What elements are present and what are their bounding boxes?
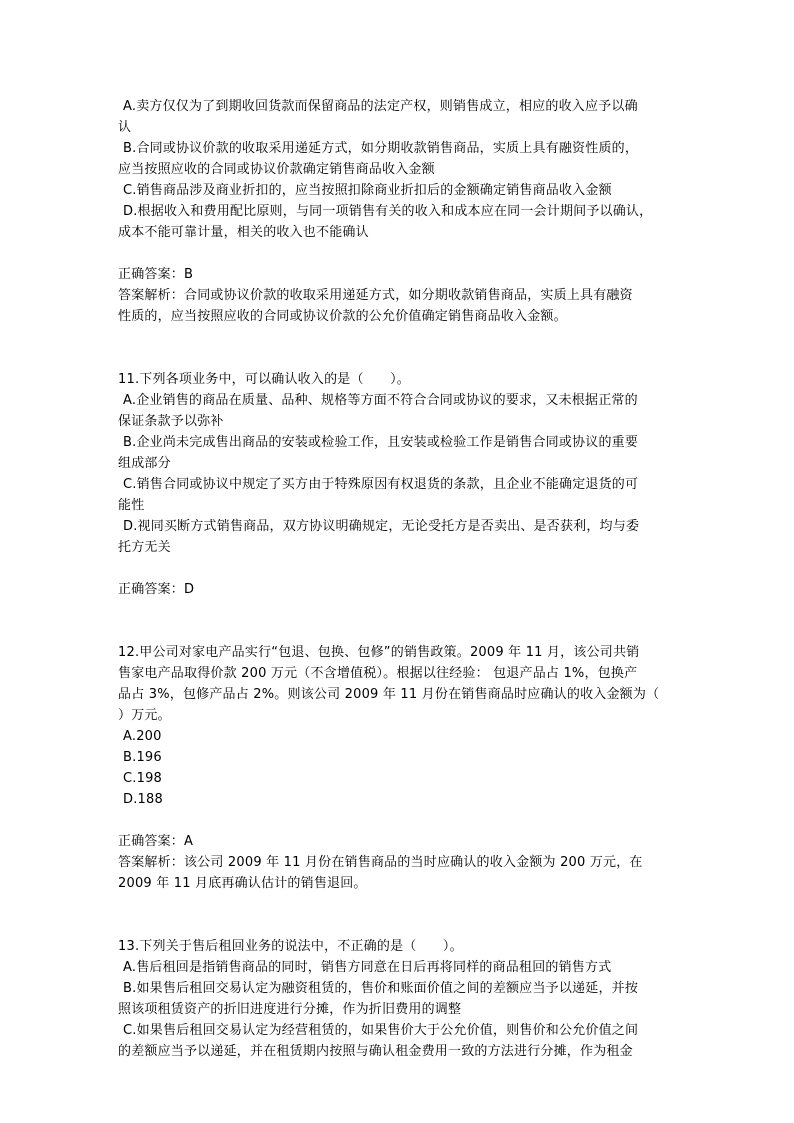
- q11-answer: 正确答案：D: [118, 582, 195, 597]
- q12-analysis-line-2: 2009 年 11 月底再确认估计的销售退回。: [118, 876, 367, 891]
- q13-option-b-line-1: B.如果售后租回交易认定为融资租赁的，售价和账面价值之间的差额应当予以递延，并按: [123, 981, 639, 996]
- q12-stem-line-1: 12.甲公司对家电产品实行“包退、包换、包修”的销售政策。2009 年 11 月，该公司共销: [118, 645, 640, 660]
- q12-option-b: B.196: [123, 750, 162, 765]
- q13-option-c-line-1: C.如果售后租回交易认定为经营租赁的，如果售价大于公允价值，则售价和公允价值之间: [123, 1023, 639, 1038]
- question-12: [118, 642, 678, 894]
- question-13: [118, 936, 678, 1062]
- q11-option-d-line-2: 托方无关: [118, 540, 171, 555]
- spacer: [118, 327, 678, 348]
- q10-option-c-line-1: C.销售商品涉及商业折扣的，应当按照扣除商业折扣后的金额确定销售商品收入金额: [123, 183, 612, 198]
- q12-answer: 正确答案：A: [118, 834, 194, 849]
- q12-option-c: C.198: [123, 771, 163, 786]
- q10-option-a-line-1: A.卖方仅仅为了到期收回货款而保留商品的法定产权，则销售成立，相应的收入应予以确: [123, 99, 638, 114]
- q11-option-d-line-1: D.视同买断方式销售商品，双方协议明确规定，无论受托方是否卖出、是否获利，均与委: [123, 519, 640, 534]
- q10-option-b-line-2: 应当按照应收的合同或协议价款确定销售商品收入金额: [118, 162, 435, 177]
- spacer: [118, 558, 678, 579]
- q11-option-b-line-2: 组成部分: [118, 456, 171, 471]
- spacer: [118, 243, 678, 264]
- spacer: [118, 621, 678, 642]
- spacer: [118, 915, 678, 936]
- spacer: [118, 810, 678, 831]
- q12-stem-line-3: 品占 3%，包修产品占 2%。则该公司 2009 年 11 月份在销售商品时应确认的收入金额为（: [118, 687, 660, 702]
- q10-analysis-line-2: 性质的，应当按照应收的合同或协议价款的公允价值确定销售商品收入金额。: [118, 309, 567, 324]
- q13-stem-line-1: 13.下列关于售后租回业务的说法中，不正确的是（ ）。: [118, 939, 463, 954]
- q13-option-a-line-1: A.售后租回是指销售商品的同时，销售方同意在日后再将同样的商品租回的销售方式: [123, 960, 612, 975]
- q10-option-b-line-1: B.合同或协议价款的收取采用递延方式，如分期收款销售商品，实质上具有融资性质的，: [123, 141, 639, 156]
- question-11: [118, 369, 678, 600]
- q11-option-b-line-1: B.企业尚未完成售出商品的安装或检验工作，且安装或检验工作是销售合同或协议的重要: [123, 435, 639, 450]
- q11-option-a-line-1: A.企业销售的商品在质量、品种、规格等方面不符合合同或协议的要求，又未根据正常的: [123, 393, 638, 408]
- q10-option-a-line-2: 认: [118, 120, 132, 135]
- q12-stem-line-4: ）万元。: [118, 708, 171, 723]
- q12-analysis-line-1: 答案解析：该公司 2009 年 11 月份在销售商品的当时应确认的收入金额为 200 万元，在: [118, 855, 643, 870]
- q12-option-a: A.200: [123, 729, 162, 744]
- document-content: [118, 96, 678, 1062]
- q11-option-c-line-2: 能性: [118, 498, 145, 513]
- q10-analysis-line-1: 答案解析：合同或协议价款的收取采用递延方式，如分期收款销售商品，实质上具有融资: [118, 288, 633, 303]
- question-10: [118, 96, 678, 327]
- q13-option-b-line-2: 照该项租赁资产的折旧进度进行分摊，作为折旧费用的调整: [118, 1002, 462, 1017]
- q10-answer: 正确答案：B: [118, 267, 194, 282]
- q12-option-d: D.188: [123, 792, 163, 807]
- q11-option-c-line-1: C.销售合同或协议中规定了买方由于特殊原因有权退货的条款，且企业不能确定退货的可: [123, 477, 639, 492]
- spacer: [118, 600, 678, 621]
- q11-option-a-line-2: 保证条款予以弥补: [118, 414, 224, 429]
- spacer: [118, 348, 678, 369]
- q13-option-c-line-2: 的差额应当予以递延，并在租赁期内按照与确认租金费用一致的方法进行分摊，作为租金: [118, 1044, 633, 1059]
- q10-option-d-line-2: 成本不能可靠计量，相关的收入也不能确认: [118, 225, 369, 240]
- spacer: [118, 894, 678, 915]
- q11-stem-line-1: 11.下列各项业务中，可以确认收入的是（ ）。: [118, 372, 410, 387]
- q10-option-d-line-1: D.根据收入和费用配比原则，与同一项销售有关的收入和成本应在同一会计期间予以确认，: [123, 204, 653, 219]
- q12-stem-line-2: 售家电产品取得价款 200 万元（不含增值税）。根据以往经验： 包退产品占 1%，包换产: [118, 666, 638, 681]
